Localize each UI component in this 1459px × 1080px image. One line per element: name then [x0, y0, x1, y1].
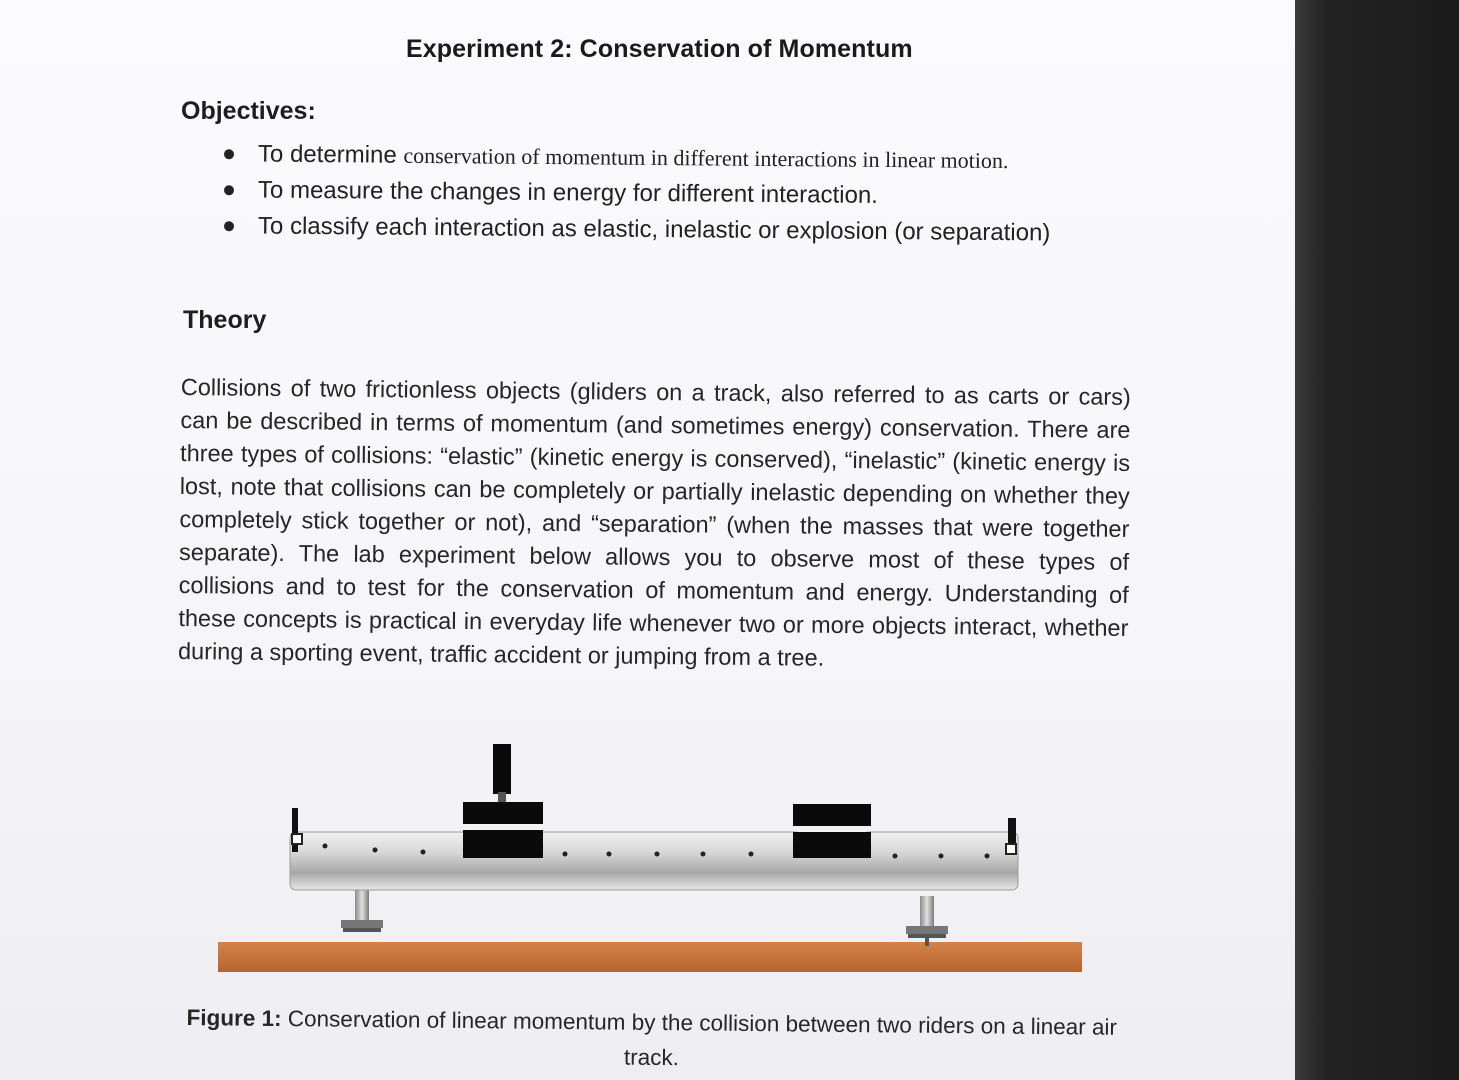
air-track-figure — [215, 742, 1085, 977]
bullet-icon — [224, 149, 234, 159]
wooden-base — [218, 942, 1082, 972]
list-item — [200, 208, 1120, 252]
document-title: Experiment 2: Conservation of Momentum — [406, 35, 913, 63]
objective-text-rest: conservation of momentum in different interactions in linear motion. — [403, 142, 1009, 174]
figure-caption-text: Conservation of linear momentum by the collision between two riders on a linear air track. — [281, 1006, 1118, 1071]
objective-text: To measure the changes in energy for different interaction. — [257, 176, 879, 209]
objective-text: To classify each interaction as elastic, inelastic or explosion (or separation) — [257, 212, 1051, 247]
left-end-stop — [292, 808, 298, 852]
bullet-icon — [224, 185, 234, 195]
right-support-leg — [906, 896, 948, 946]
theory-heading: Theory — [183, 306, 267, 334]
figure-caption — [181, 1000, 1122, 1080]
theory-paragraph: Collisions of two frictionless objects (gliders on a track, also referred to as carts or cars) can be described in terms of momentum (and sometimes energy) conservation. There are three types of collisions: “elastic” (kinetic energy is conserved), “inelastic” (kinetic energy is lost, note that collisions can be completely or partially inelastic depending on whether they completely stick together or not), and “separation” (when the masses that were together separate). The lab experiment below allows you to observe most of these types of collisions and to test for the conservation of momentum and energy. Understanding of these concepts is practical in everyday life whenever two or more objects interact, whether during a sporting event, traffic accident or jumping from a tree. — [177, 373, 1131, 671]
air-track-rail — [290, 832, 1018, 890]
objectives-list — [200, 136, 1120, 247]
left-support-leg — [341, 888, 383, 932]
glider-2 — [793, 804, 871, 858]
objective-text-lead: To determine — [257, 140, 404, 169]
monitor-bezel — [1295, 0, 1459, 1080]
figure-caption-label: Figure 1: — [186, 1005, 282, 1032]
objectives-heading: Objectives: — [181, 97, 316, 125]
bullet-icon — [224, 221, 234, 231]
glider-1 — [463, 744, 543, 858]
